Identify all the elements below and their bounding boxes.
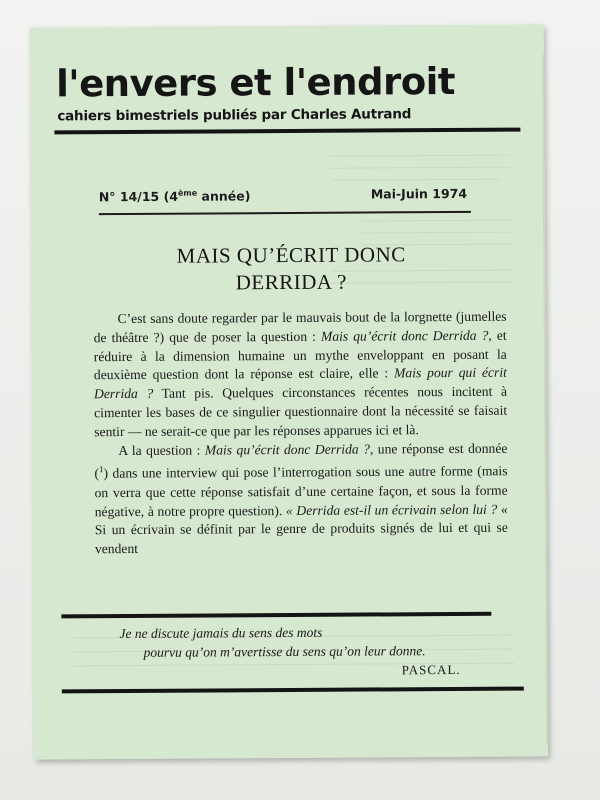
epigraph-top-rule: [61, 612, 491, 619]
issue-date: Mai-Juin 1974: [370, 185, 468, 202]
paragraph-1: C’est sans doute regarder par le mauvais bout de la lorgnette (jumelles de théâtre ?) que de poser la question : Mais qu’écrit donc Derrida ?, et réduire à la dimension humaine un mythe enveloppant en posant la deuxième question dont la réponse est claire, elle : Mais pour qui écrit Derrida ? Tant pis. Quelques circonstances récentes nous incitent à cimenter les bases de ce singulier questionnaire dont la nécessité se faisait sentir — ne serait-ce que par les réponses apparues ici et là.: [93, 308, 508, 439]
masthead-title: l'envers et l'endroit: [55, 59, 456, 106]
masthead-rule: [54, 128, 520, 135]
epigraph: [119, 622, 479, 662]
article-title-line-2: DERRIDA ?: [235, 269, 348, 295]
epigraph-line-2: pourvu qu’on m’avertisse du sens qu’on leur donne.: [143, 643, 426, 660]
issue-rule: [99, 211, 471, 215]
paragraph-2: A la question : Mais qu’écrit donc Derrida ?, une réponse est donnée ($^1$) dans une interview qui pose l’interrogation sous une autre forme (mais on verra que cette réponse satisfait d’une certaine façon, et sous la forme négative, à notre propre question). « Derrida est-il un écrivain selon lui ? « Si un écrivain se définit par le genre de produits signés de lui et qui se vendent: [94, 440, 508, 557]
issue-number: N° 14/15 (4ème année): [98, 188, 251, 205]
epigraph-bottom-rule: [62, 687, 524, 694]
pamphlet-cover: [30, 24, 548, 759]
epigraph-line-1: Je ne discute jamais du sens des mots: [119, 624, 323, 642]
article-body: [93, 308, 508, 559]
footnote-marker: 1: [98, 464, 104, 475]
masthead-subtitle: cahiers bimestriels publiés par Charles Autrand: [57, 106, 412, 125]
article-title-line-1: MAIS QU’ÉCRIT DONC: [176, 242, 406, 268]
article-title: [91, 241, 491, 297]
epigraph-author: PASCAL.: [401, 661, 461, 678]
